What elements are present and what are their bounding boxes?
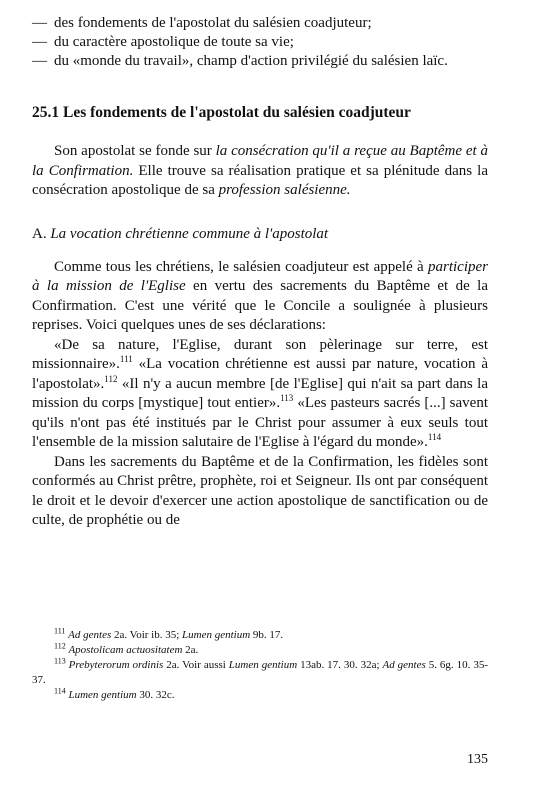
list-item: — du «monde du travail», champ d'action privilégié du salésien laïc. bbox=[32, 53, 448, 69]
footnote-number: 114 bbox=[54, 686, 66, 696]
footnote-number: 111 bbox=[54, 626, 66, 636]
footnote-ref[interactable]: 113 bbox=[280, 393, 294, 403]
footnote-number: 112 bbox=[54, 641, 66, 651]
page-body bbox=[32, 14, 488, 531]
list-item: — des fondements de l'apostolat du salésien coadjuteur; bbox=[32, 15, 372, 31]
intro-list bbox=[32, 14, 488, 71]
paragraph-quotes: «De sa nature, l'Eglise, durant son pèlerinage sur terre, est missionnaire».$^{111}$ «La vocation chrétienne est aussi par nature, vocation à l'apostolat».$^{112}$ «Il n'y a aucun membre [de l'Eglise] qui n'ait sa part dans la mission du corps [mystique] tout entier».$^{113}$ «Les pasteurs sacrés [...] savent qu'ils n'ont pas été institués par le Christ pour assumer à eux seuls tout l'ensemble de la mission salutaire de l'Eglise à l'égard du monde».$^{114}$ bbox=[32, 336, 489, 450]
paragraph-consecration: Son apostolat se fonde sur la consécration qu'il a reçue au Baptême et à la Confirmation. Elle trouve sa réalisation pratique et sa plénitude dans la consécration apostolique de sa profession salésienne. bbox=[32, 143, 488, 198]
page-number: 135 bbox=[467, 752, 488, 767]
footnotes bbox=[32, 628, 488, 703]
footnote-ref[interactable]: 111 bbox=[119, 354, 133, 364]
footnote-113: $^{113}$ Prebyterorum ordinis 2a. Voir aussi Lumen gentium 13ab. 17. 30. 32a; Ad gentes 5. 6g. 10. 35-37. bbox=[32, 656, 488, 686]
paragraph-sacraments: Dans les sacrements du Baptême et de la Confirmation, les fidèles sont conformés au Christ prêtre, prophète, roi et Seigneur. Ils ont par conséquent le droit et le devoir d'exercer une action apostolique de sanctification ou de culte, de prophétie ou de bbox=[32, 453, 488, 528]
footnote-112: $^{112}$ Apostolicam actuositatem 2a. bbox=[54, 641, 199, 656]
subsection-heading: A. La vocation chrétienne commune à l'apostolat bbox=[32, 225, 329, 242]
footnote-ref[interactable]: 112 bbox=[104, 373, 118, 384]
list-item: — du caractère apostolique de toute sa vie; bbox=[32, 34, 294, 50]
section-title: 25.1 Les fondements de l'apostolat du salésien coadjuteur bbox=[32, 104, 411, 121]
footnote-ref[interactable]: 114 bbox=[427, 432, 442, 442]
footnote-114: $^{114}$ Lumen gentium 30. 32c. bbox=[54, 686, 175, 701]
footnote-number: 113 bbox=[54, 656, 66, 666]
footnote-111: $^{111}$ Ad gentes 2a. Voir ib. 35; Lumen gentium 9b. 17. bbox=[54, 626, 284, 641]
paragraph-vocation: Comme tous les chrétiens, le salésien coadjuteur est appelé à participer à la mission de l'Eglise en vertu des sacrements du Baptême et de la Confirmation. C'est une vérité que le Concile a soulignée à plusieurs reprises. Voici quelques unes de ses déclarations: bbox=[32, 258, 488, 333]
